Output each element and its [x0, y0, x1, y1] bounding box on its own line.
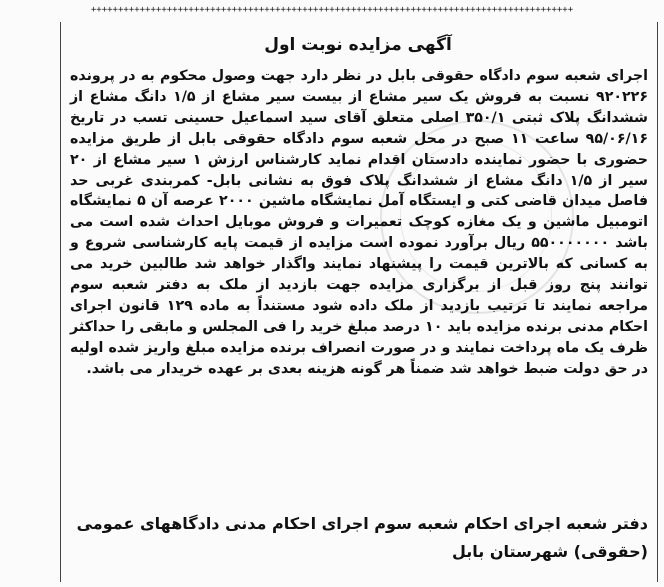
ad-issuer-signature: دفتر شعبه اجرای احکام شعبه سوم اجرای احکام مدنی دادگاههای عمومی (حقوقی) شهرستان بابل — [76, 514, 648, 561]
decorative-plus-border: +++++++++++++++++++++++++++++++++++++++++++++++++++++++++++++++++++++++++++++++++++++++++ — [90, 5, 574, 15]
ad-title: آگهی مزایده نوبت اول — [264, 35, 452, 55]
ad-body-text: اجرای شعبه سوم دادگاه حقوقی بابل در نظر دارد جهت وصول محکوم به در پرونده ۹۲۰۲۲۶ نسبت به فروش یک سیر مشاع از بیست سیر مشاع از ۱/۵ دانگ مشاع از ششدانگ پلاک ثبتی ۳۵۰/۱ اصلی متعلق آقای سید اسماعیل حسینی تسب در تاریخ ۹۵/۰۶/۱۶ ساعت ۱۱ صبح در محل شعبه سوم دادگاه حقوقی بابل از طریق مزایده حضوری با حضور نماینده دادستان اقدام نماید کارشناس ارزش ۱ سیر مشاع از ۲۰ سیر از ۱/۵ دانگ مشاع از ششدانگ پلاک فوق به نشانی بابل- کمربندی غربی حد فاصل میدان قاضی کتی و ایستگاه آمل نمایشگاه ماشین ۲۰۰۰ عرصه آن ۵ نمایشگاه اتومبیل ماشین و یک مغازه کوچک تعمیرات و فروش موبایل احداث شده است می باشد ۵۵۰۰۰۰۰۰۰ ریال برآورد نموده است مزایده از قیمت پایه کارشناسی شروع و به کسانی که بالاترین قیمت را پیشنهاد نمایند واگذار خواهد شد طالبین خرید می توانند پنج روز قبل از برگزاری مزایده جهت بازدید از ملک به دفتر شعبه سوم مراجعه نمایند تا ترتیب بازدید از ملک داده شود مستنداً به ماده ۱۲۹ قانون اجرای احکام مدنی برنده مزایده باید ۱۰ درصد مبلغ خرید را فی المجلس و مابقی را حداکثر ظرف یک ماه پرداخت نمایند و در صورت انصراف برنده مزایده مبلغ واریز شده اولیه در حق دولت ضبط خواهد شد ضمناً هر گونه هزینه بعدی بر عهده خریدار می باشد. — [70, 68, 649, 377]
